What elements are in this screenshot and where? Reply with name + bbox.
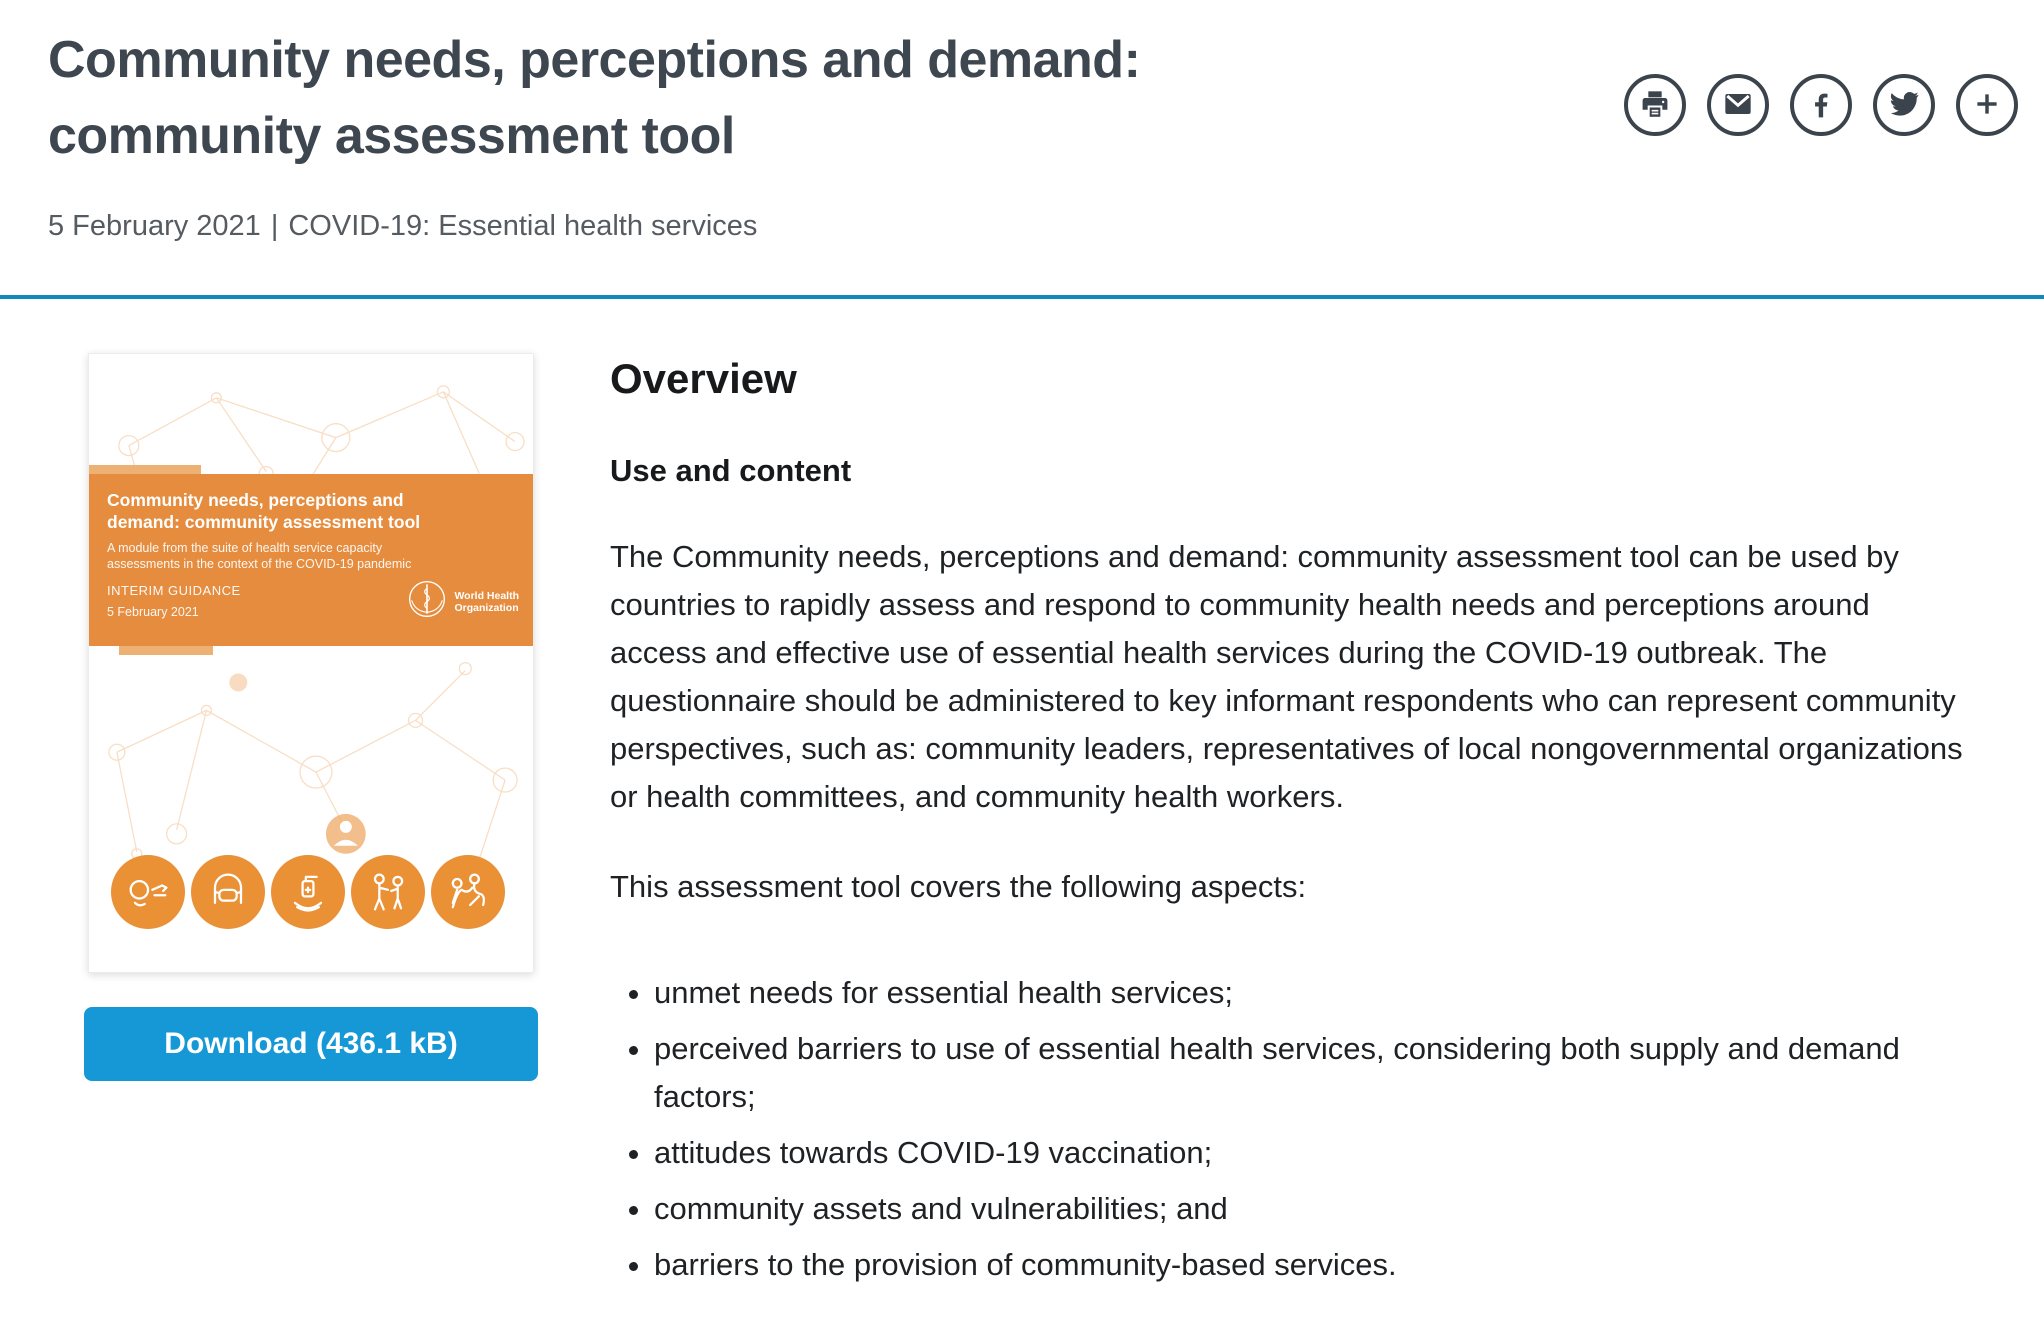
list-item: • community assets and vulnerabilities; and (654, 1185, 1964, 1233)
facebook-icon (1805, 88, 1837, 123)
list-item: • barriers to the provision of community-based services. (654, 1241, 1964, 1289)
document-cover-thumbnail (88, 353, 534, 973)
twitter-share-button[interactable] (1873, 74, 1935, 136)
print-icon (1639, 88, 1671, 123)
two-people-icon (351, 855, 425, 929)
document-column (84, 353, 538, 1297)
meta-separator: | (270, 210, 279, 242)
overview-paragraph: The Community needs, perceptions and demand: community assessment tool can be used by countries to rapidly assess and respond to community health needs and perceptions around access and effective use of essential health services during the COVID-19 outbreak. The questionnaire should be administered to key informant respondents who can represent community perspectives, such as: community leaders, representatives of local nongovernmental organizations or health committees, and community health workers. (610, 539, 1963, 814)
cover-pictogram-row (111, 855, 505, 929)
download-button[interactable]: Download (436.1 kB) (84, 1007, 538, 1081)
list-item: • perceived barriers to use of essential health services, considering both supply and demand factors; (654, 1025, 1964, 1121)
print-button[interactable] (1624, 74, 1686, 136)
main-content (0, 299, 2044, 1297)
more-share-icon (1971, 88, 2003, 123)
who-logo (407, 579, 519, 624)
talking-heads-icon (111, 855, 185, 929)
masked-face-icon (191, 855, 265, 929)
who-logo-line2: Organization (454, 601, 519, 614)
cover-banner-top-tab (89, 465, 201, 474)
email-share-button[interactable] (1707, 74, 1769, 136)
aspects-list (610, 969, 1980, 1289)
cover-doc-type: INTERIM GUIDANCE (107, 583, 241, 598)
page-header (0, 0, 2044, 243)
use-and-content-subheading: Use and content (610, 453, 852, 488)
share-toolbar (1624, 74, 2018, 136)
cover-title: Community needs, perceptions and demand: community assessment tool (107, 490, 421, 532)
people-group-icon (431, 855, 505, 929)
more-share-button[interactable] (1956, 74, 2018, 136)
publication-meta (48, 210, 2014, 243)
cover-banner (89, 474, 533, 646)
aspects-intro-paragraph: This assessment tool covers the following aspects: (610, 869, 1307, 904)
publication-date: 5 February 2021 (48, 210, 261, 242)
list-item: • attitudes towards COVID-19 vaccination; (654, 1129, 1964, 1177)
publication-category: COVID-19: Essential health services (288, 210, 758, 242)
list-item: • unmet needs for essential health services; (654, 969, 1964, 1017)
twitter-icon (1888, 88, 1920, 123)
who-logo-line1: World Health (454, 589, 519, 602)
cover-date: 5 February 2021 (107, 605, 199, 619)
overview-section (610, 353, 1980, 1297)
hand-sanitizer-icon (271, 855, 345, 929)
email-icon (1722, 88, 1754, 123)
cover-banner-bottom-tab (119, 646, 213, 655)
who-emblem-icon (407, 579, 447, 624)
page-title: Community needs, perceptions and demand: community assessment tool (48, 31, 1141, 165)
cover-subtitle: A module from the suite of health service capacity assessments in the context of the COVID-19 pandemic (107, 541, 412, 571)
who-logo-text (454, 590, 519, 614)
facebook-share-button[interactable] (1790, 74, 1852, 136)
overview-heading: Overview (610, 355, 797, 402)
